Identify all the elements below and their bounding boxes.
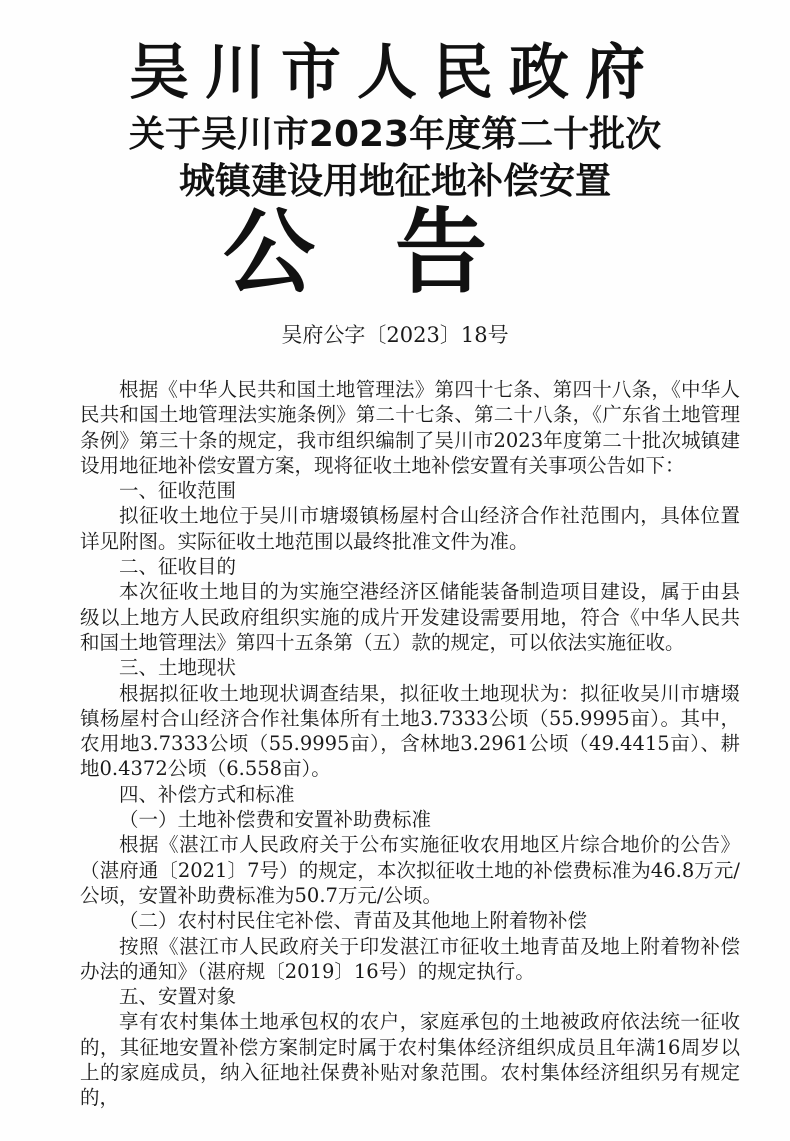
document-body (80, 377, 740, 1111)
title-line-1: 关于吴川市2023年度第二十批次 (128, 114, 662, 155)
section-3-heading: 三、土地现状 (119, 656, 237, 680)
document-number: 吴府公字〔2023〕18号 (281, 323, 509, 347)
section-4-sub-1-text: 根据《湛江市人民政府关于公布实施征收农用地区片综合地价的公告》（湛府通〔2021〕7号）的规定，本次拟征收土地的补偿费标准为46.8万元/公顷，安置补助费标准为50.7万元/公顷。 (80, 833, 740, 907)
section-4-heading: 四、补偿方式和标准 (119, 782, 295, 806)
section-2-heading: 二、征收目的 (119, 555, 237, 579)
section-1-heading: 一、征收范围 (119, 479, 237, 503)
section-5-heading: 五、安置对象 (119, 985, 237, 1009)
section-4-sub-2-heading: （二）农村村民住宅补偿、青苗及其他地上附着物补偿 (119, 909, 588, 933)
document-type: 公告 (222, 199, 567, 306)
section-1-text: 拟征收土地位于吴川市塘㙍镇杨屋村合山经济合作社范围内，具体位置详见附图。实际征收土地范围以最终批准文件为准。 (80, 504, 740, 553)
issuer-name: 吴川市人民政府 (129, 38, 661, 108)
section-5-text: 享有农村集体土地承包权的农户，家庭承包的土地被政府依法统一征收的，其征地安置补偿方案制定时属于农村集体经济组织成员且年满16周岁以上的家庭成员，纳入征地社保费补贴对象范围。农村集体经济组织另有规定的， (80, 1010, 740, 1110)
section-2-text: 本次征收土地目的为实施空港经济区储能装备制造项目建设，属于由县级以上地方人民政府组织实施的成片开发建设需要用地，符合《中华人民共和国土地管理法》第四十五条第（五）款的规定，可以依法实施征收。 (80, 580, 740, 654)
section-3-text: 根据拟征收土地现状调查结果，拟征收土地现状为：拟征收吴川市塘㙍镇杨屋村合山经济合作社集体所有土地3.7333公顷（55.9995亩）。其中，农用地3.7333公顷（55.9995亩），含林地3.2961公顷（49.4415亩）、耕地0.4372公顷（6.558亩）。 (80, 681, 740, 781)
intro-paragraph: 根据《中华人民共和国土地管理法》第四十七条、第四十八条，《中华人民共和国土地管理法实施条例》第二十七条、第二十八条，《广东省土地管理条例》第三十条的规定，我市组织编制了吴川市2023年度第二十批次城镇建设用地征地补偿安置方案，现将征收土地补偿安置有关事项公告如下： (80, 378, 740, 477)
title-line-2: 城镇建设用地征地补偿安置 (178, 161, 611, 202)
section-4-sub-2-text: 按照《湛江市人民政府关于印发湛江市征收土地青苗及地上附着物补偿办法的通知》（湛府规〔2019〕16号）的规定执行。 (80, 934, 740, 983)
section-4-sub-1-heading: （一）土地补偿费和安置补助费标准 (119, 808, 432, 832)
